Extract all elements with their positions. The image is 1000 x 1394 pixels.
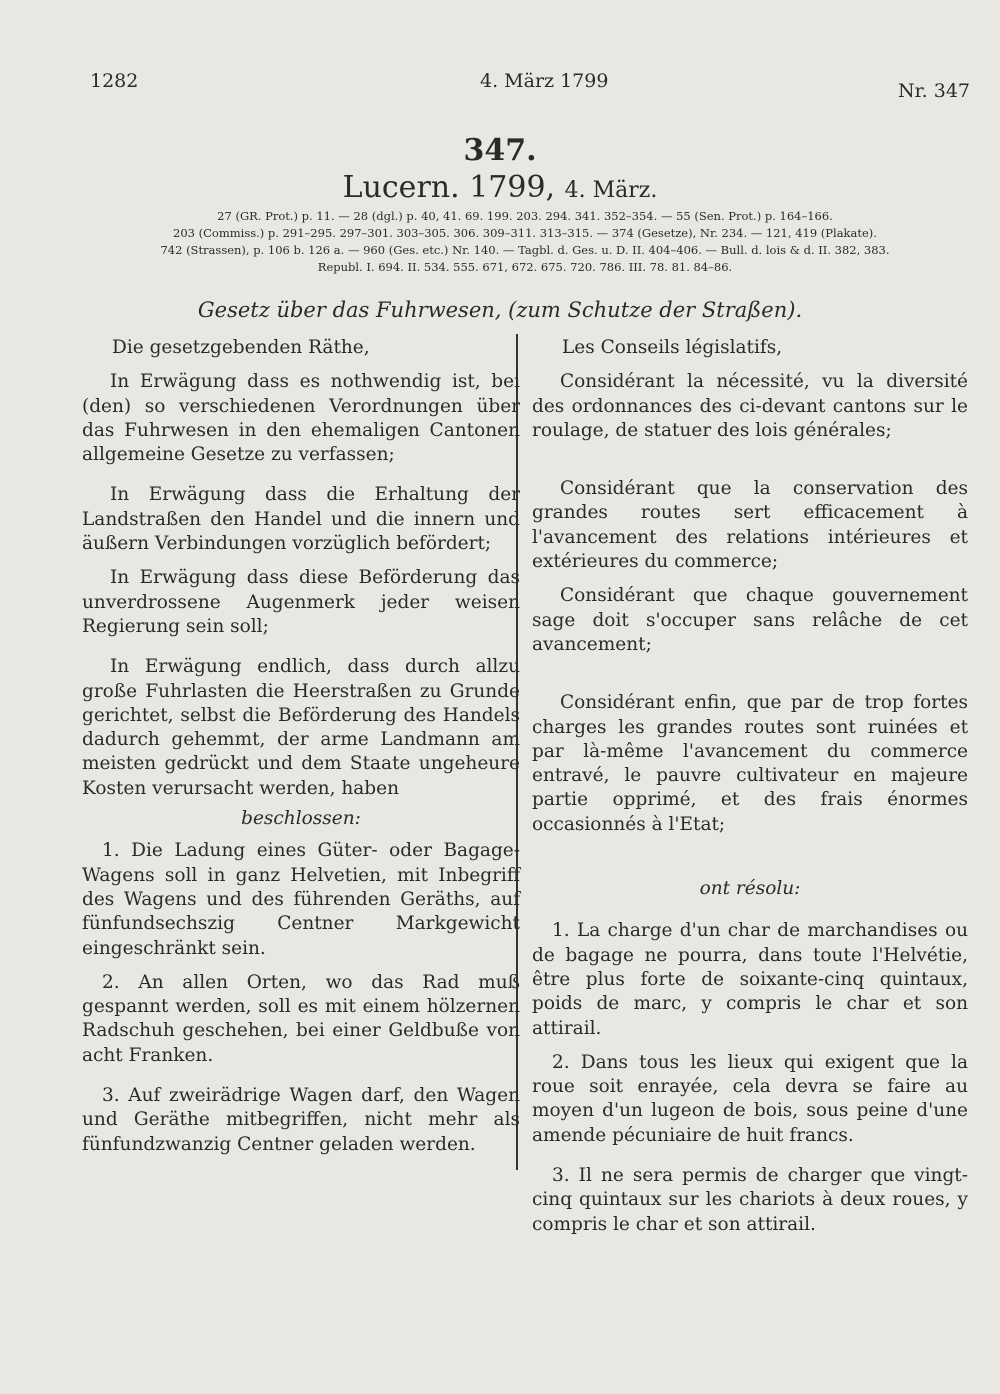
reference-line: 27 (GR. Prot.) p. 11. — 28 (dgl.) p. 40, 41. 69. 199. 203. 294. 341. 352–354. — 55 (Sen. Prot.) p. 164–166. xyxy=(217,209,833,223)
reference-line: 203 (Commiss.) p. 291–295. 297–301. 303–305. 306. 309–311. 313–315. — 374 (Gesetze), Nr. 234. — 121, 419 (Plakate). xyxy=(173,226,877,240)
german-article-2: 2. An allen Orten, wo das Rad muß gespannt werden, soll es mit einem hölzernen Radschuh geschehen, bei einer Geldbuße von acht Franken. xyxy=(82,971,520,1066)
reference-line: Republ. I. 694. II. 534. 555. 671, 672. 675. 720. 786. III. 78. 81. 84–86. xyxy=(317,260,733,274)
act-place: Lucern. xyxy=(342,170,460,205)
french-considerant-1: Considérant la nécessité, vu la diversité des ordonnances des ci-devant cantons sur le roulage, de statuer des lois générales; xyxy=(532,371,968,441)
french-considerant-4: Considérant enfin, que par de trop fortes charges les grandes routes sont ruinées et par là-même l'avancement du commerce entravé, le pauvre cultivateur en majeure partie opprimé, et des frais énormes occasionnés à l'Etat; xyxy=(532,692,968,835)
german-column xyxy=(82,336,520,1157)
act-year: 1799, xyxy=(469,170,556,205)
german-resolved: beschlossen: xyxy=(241,808,361,830)
french-column xyxy=(532,336,968,1237)
german-considerant-2: In Erwägung dass die Erhaltung der Landstraßen den Handel und die innern und äußern Verbindungen vorzüglich befördert; xyxy=(82,484,520,555)
act-date: 4. März. xyxy=(564,178,658,203)
german-considerant-4: In Erwägung endlich, dass durch allzu große Fuhrlasten die Heerstraßen zu Grunde gerichtet, selbst die Beförderung des Handels dadurch gehemmt, der arme Landmann am meisten gedrückt und dem Staate ungeheure Kosten verursacht werden, haben xyxy=(82,656,520,799)
french-preamble: Les Conseils législatifs, xyxy=(562,337,783,358)
german-article-3: 3. Auf zweirädrige Wagen darf, den Wagen und Geräthe mitbegriffen, nicht mehr als fünfundzwanzig Centner geladen werden. xyxy=(82,1085,520,1155)
law-title: Gesetz über das Fuhrwesen, (zum Schutze der Straßen). xyxy=(197,298,803,322)
source-references xyxy=(120,208,930,276)
act-number: 347. xyxy=(463,133,537,168)
german-considerant-3: In Erwägung dass diese Beförderung das unverdrossene Augenmerk jeder weisen Regierung sein soll; xyxy=(82,567,520,637)
french-considerant-3: Considérant que chaque gouvernement sage doit s'occuper sans relâche de cet avancement; xyxy=(532,585,968,655)
german-preamble: Die gesetzgebenden Räthe, xyxy=(112,337,370,358)
french-resolved: ont résolu: xyxy=(699,878,801,900)
header-date: 4. März 1799 xyxy=(480,70,609,92)
act-place-date xyxy=(0,170,1000,205)
page-number: 1282 xyxy=(90,70,139,92)
german-article-1: 1. Die Ladung eines Güter- oder Bagage-Wagens soll in ganz Helvetien, mit Inbegriff des Wagens und des führenden Geräths, auf fünfundsechszig Centner Markgewicht eingeschränkt sein. xyxy=(82,840,520,959)
french-article-1: 1. La charge d'un char de marchandises ou de bagage ne pourra, dans toute l'Helvétie, être plus forte de soixante-cinq quintaux, poids de marc, y compris le char et son attirail. xyxy=(532,920,968,1039)
french-article-2: 2. Dans tous les lieux qui exigent que la roue soit enrayée, cela devra se faire au moyen d'un lugeon de bois, sous peine d'une amende pécuniaire de huit francs. xyxy=(532,1051,968,1146)
page-header xyxy=(90,70,970,104)
reference-line: 742 (Strassen), p. 106 b. 126 a. — 960 (Ges. etc.) Nr. 140. — Tagbl. d. Ges. u. D. II. 404–406. — Bull. d. lois & d. II. 382, 383. xyxy=(160,243,890,257)
german-considerant-1: In Erwägung dass es nothwendig ist, bei (den) so verschiedenen Verordnungen über das Fuhrwesen in den ehemaligen Cantonen allgemeine Gesetze zu verfassen; xyxy=(82,371,520,466)
french-article-3: 3. Il ne sera permis de charger que vingt-cinq quintaux sur les chariots à deux roues, y compris le char et son attirail. xyxy=(532,1165,968,1235)
document-number: Nr. 347 xyxy=(898,80,970,102)
french-considerant-2: Considérant que la conservation des grandes routes sert efficacement à l'avancement des relations intérieures et extérieures du commerce; xyxy=(532,478,968,573)
